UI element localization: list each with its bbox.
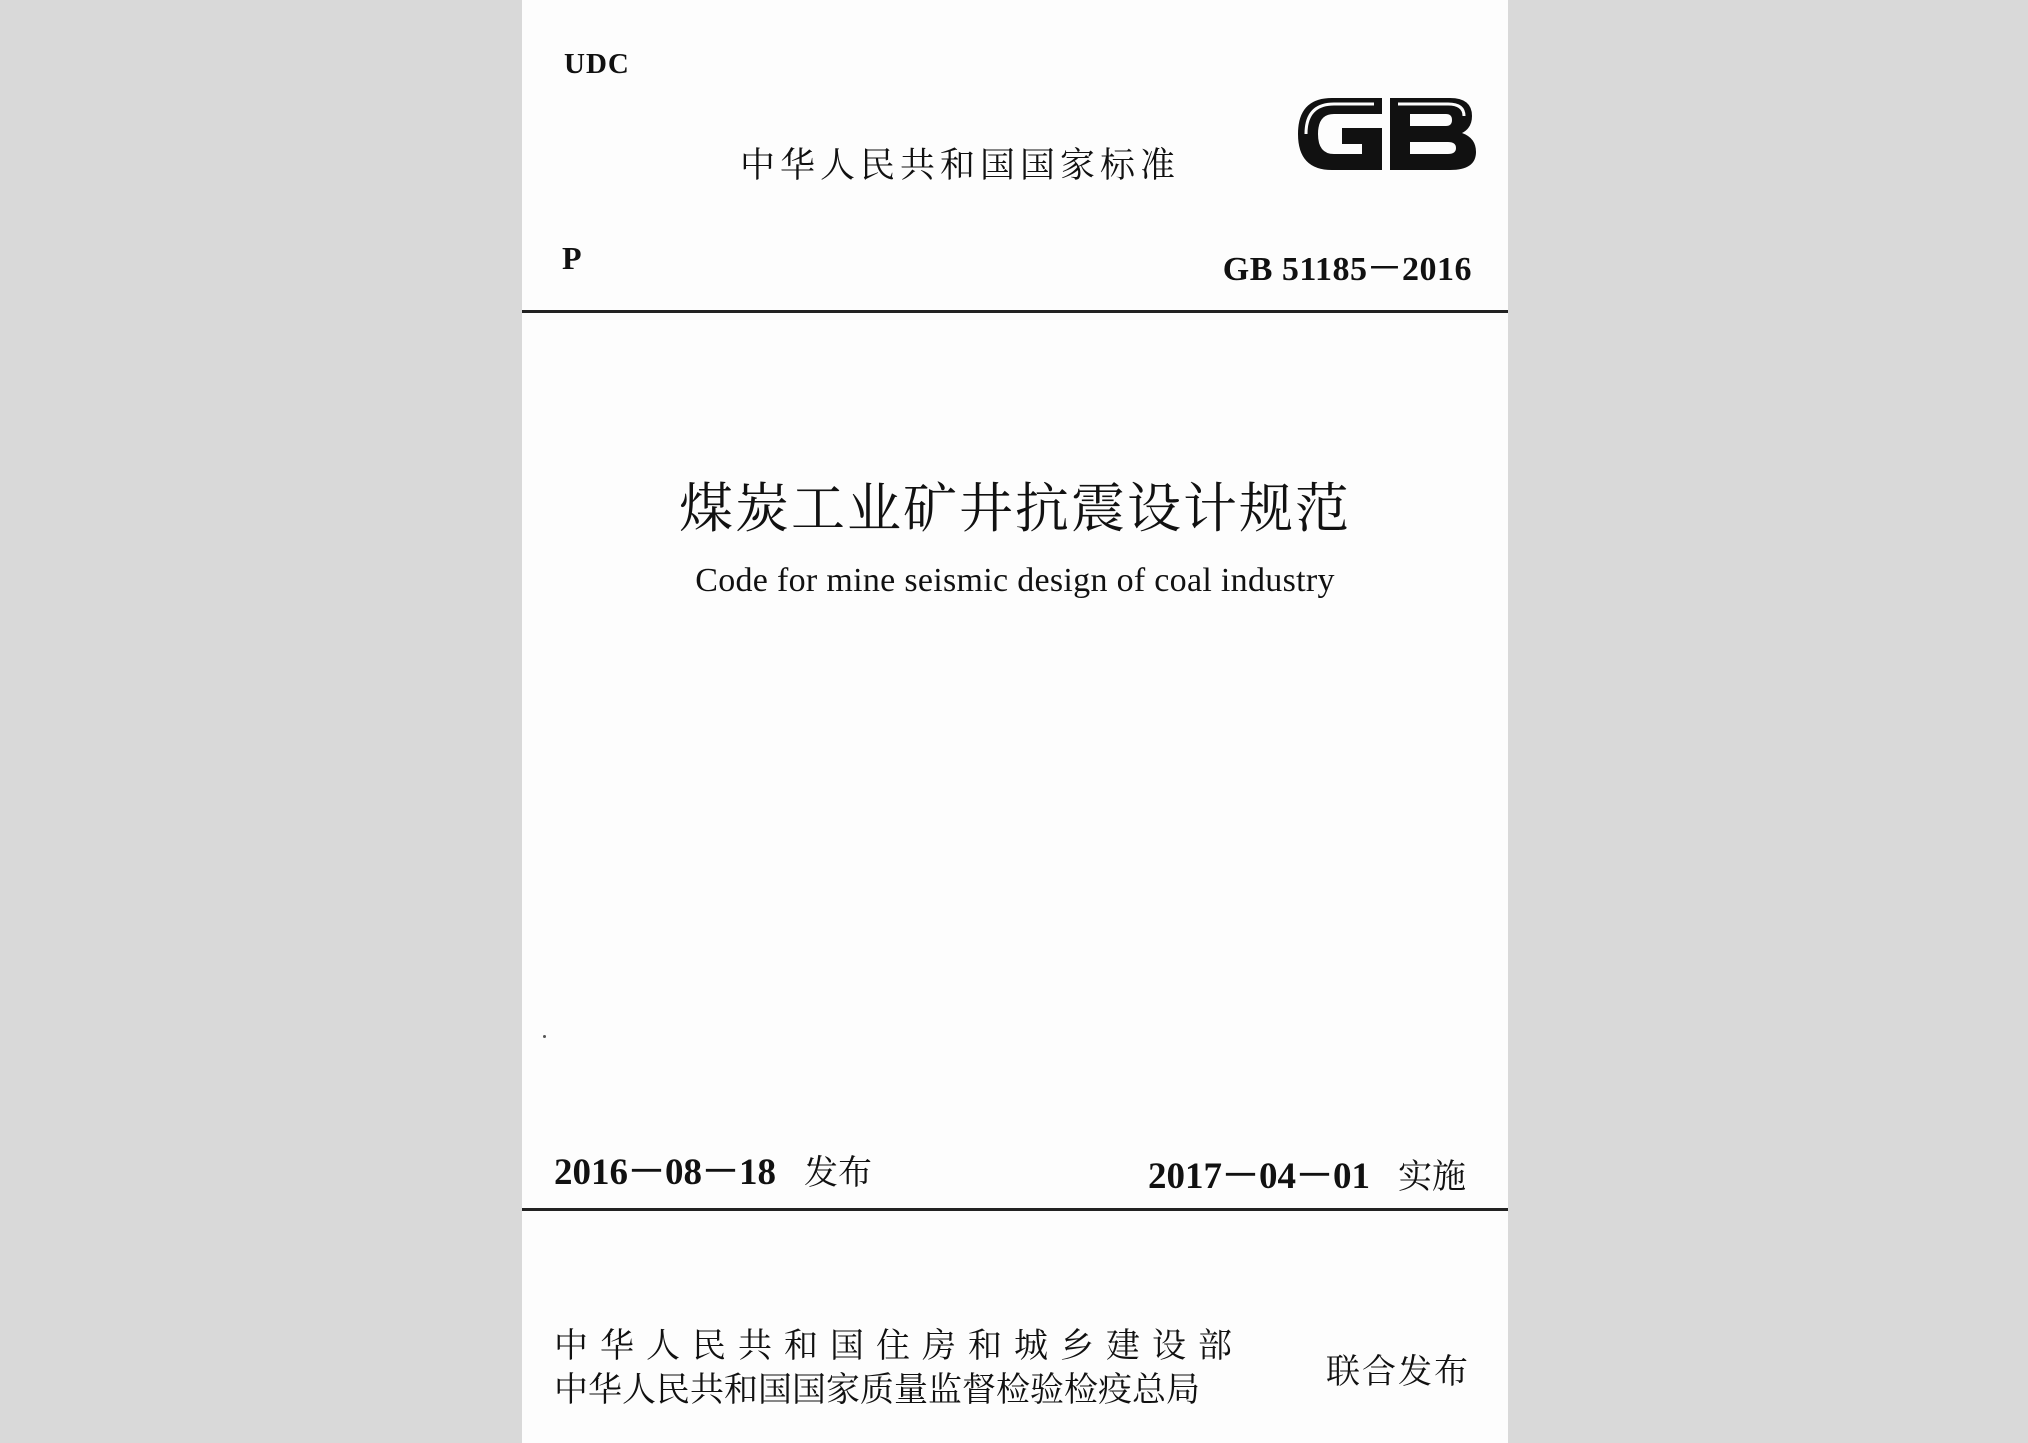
classification-code: P <box>562 240 582 276</box>
implement-label: 实施 <box>1398 1157 1466 1197</box>
issue-date: 2016－08－18 <box>554 1152 776 1193</box>
implement-date: 2017－04－01 <box>1148 1156 1370 1197</box>
publisher-line-1: 中华人民共和国住房和城乡建设部 <box>554 1326 1244 1366</box>
title-english: Code for mine seismic design of coal industry <box>695 562 1335 599</box>
header-divider <box>522 310 1508 313</box>
udc-label: UDC <box>564 48 630 80</box>
gb-logo-icon <box>1290 84 1480 184</box>
implement-date-line <box>1148 1145 1466 1199</box>
standard-cover-page <box>522 0 1508 1443</box>
issue-date-line <box>554 1141 872 1195</box>
publisher-line-2: 中华人民共和国国家质量监督检验检疫总局 <box>554 1370 1200 1410</box>
national-standard-heading: 中华人民共和国国家标准 <box>740 146 1181 186</box>
title-chinese: 煤炭工业矿井抗震设计规范 <box>679 477 1351 540</box>
scan-speck <box>543 1035 546 1038</box>
issue-label: 发布 <box>804 1153 872 1193</box>
footer-divider <box>522 1208 1508 1211</box>
joint-publish-label: 联合发布 <box>1326 1352 1470 1392</box>
standard-number: GB 51185－2016 <box>1222 251 1472 288</box>
